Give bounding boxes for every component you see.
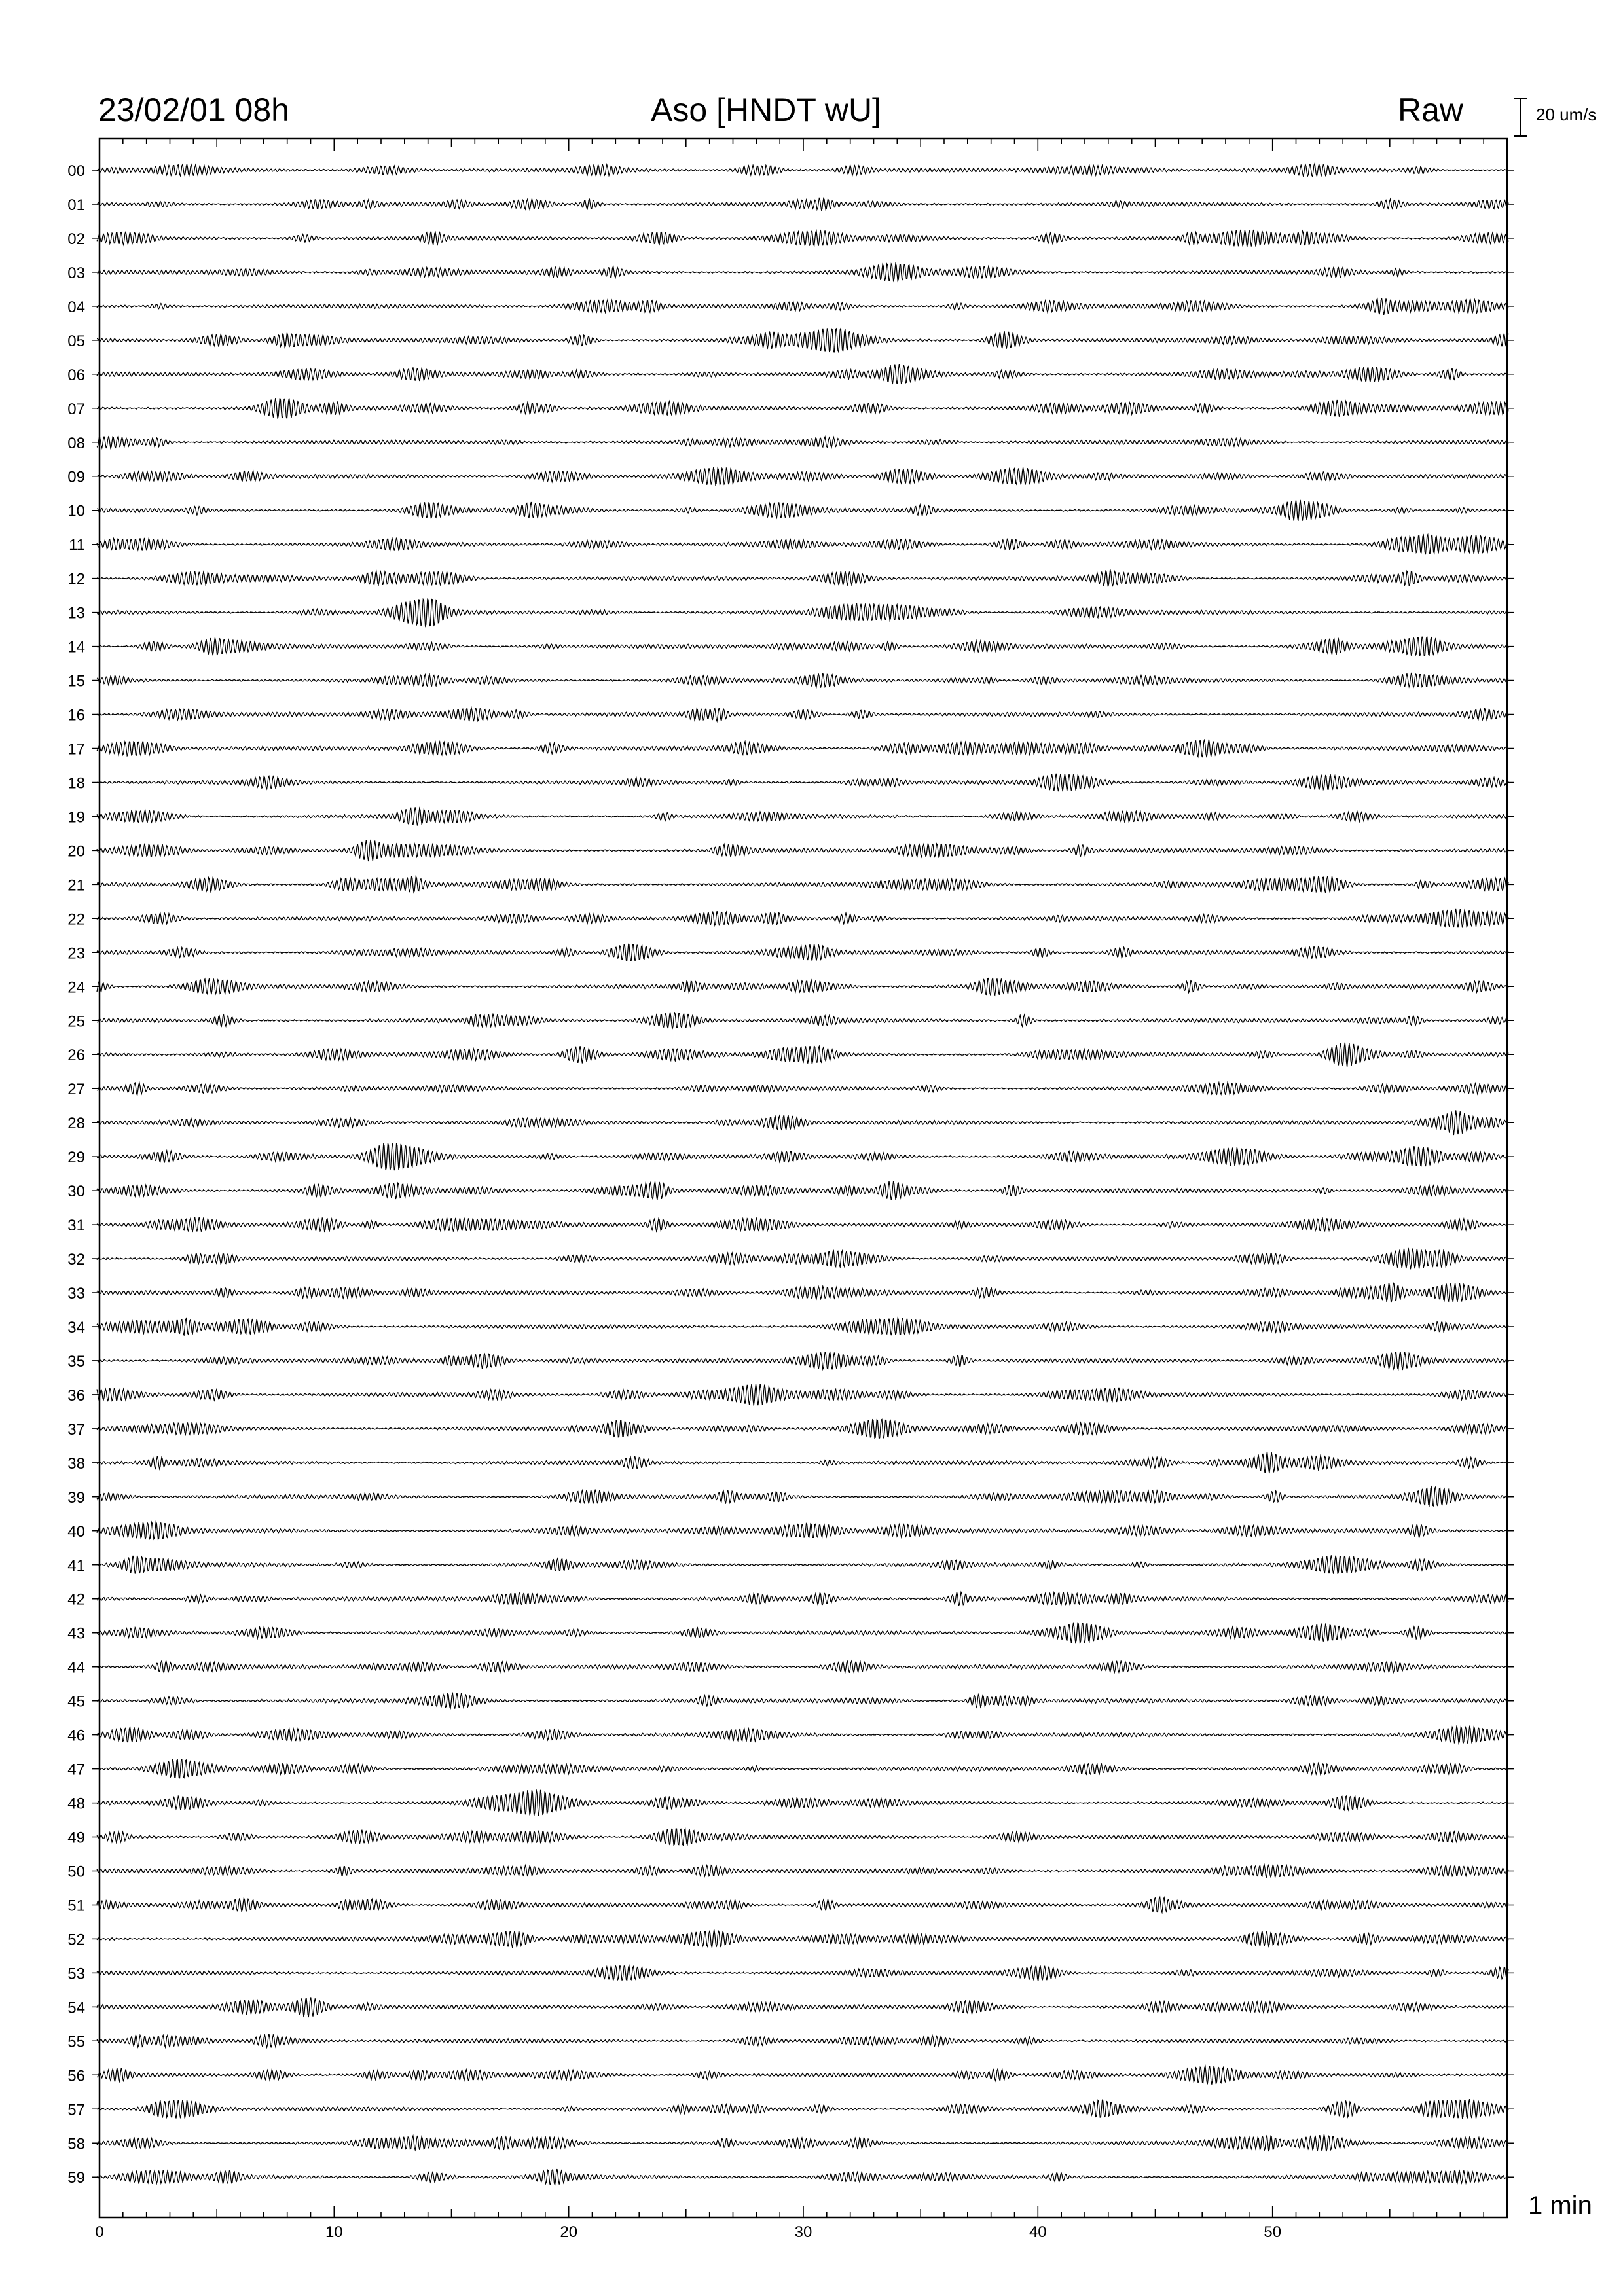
trace-line bbox=[97, 1012, 1508, 1029]
row-label: 03 bbox=[67, 264, 85, 282]
row-label: 31 bbox=[67, 1217, 85, 1235]
trace-line bbox=[97, 569, 1508, 586]
traces bbox=[92, 164, 1514, 2185]
trace-line bbox=[97, 437, 1508, 448]
trace-line bbox=[97, 2134, 1508, 2151]
row-label: 13 bbox=[67, 604, 85, 622]
row-label: 48 bbox=[67, 1795, 85, 1813]
row-label: 25 bbox=[67, 1013, 85, 1031]
row-label: 50 bbox=[67, 1863, 85, 1881]
x-tick-label: 50 bbox=[1264, 2223, 1282, 2241]
trace-line bbox=[97, 599, 1508, 626]
row-label: 53 bbox=[67, 1965, 85, 1983]
row-label: 38 bbox=[67, 1454, 85, 1473]
trace-line bbox=[97, 1217, 1508, 1232]
trace-line bbox=[97, 944, 1508, 961]
trace-line bbox=[97, 637, 1508, 656]
row-label: 43 bbox=[67, 1624, 85, 1643]
row-label: 44 bbox=[67, 1659, 85, 1677]
trace-line bbox=[97, 1693, 1508, 1708]
mode-label: Raw bbox=[1398, 92, 1464, 128]
trace-line bbox=[97, 164, 1508, 177]
row-label: 19 bbox=[67, 808, 85, 827]
row-label: 06 bbox=[67, 366, 85, 384]
trace-line bbox=[97, 264, 1508, 281]
row-label: 28 bbox=[67, 1115, 85, 1133]
trace-line bbox=[97, 1829, 1508, 1845]
row-label: 24 bbox=[67, 978, 85, 997]
row-label: 04 bbox=[67, 298, 85, 316]
row-label: 59 bbox=[67, 2169, 85, 2187]
row-label: 41 bbox=[67, 1556, 85, 1575]
trace-line bbox=[97, 500, 1508, 521]
row-label: 29 bbox=[67, 1149, 85, 1167]
row-label: 55 bbox=[67, 2033, 85, 2051]
row-label: 39 bbox=[67, 1488, 85, 1507]
row-label: 26 bbox=[67, 1047, 85, 1065]
row-label: 22 bbox=[67, 910, 85, 929]
amplitude-scale-bar bbox=[1514, 98, 1527, 136]
station-title: Aso [HNDT wU] bbox=[651, 92, 881, 128]
row-label: 40 bbox=[67, 1522, 85, 1541]
trace-line bbox=[97, 1897, 1508, 1913]
trace-line bbox=[97, 2066, 1508, 2085]
trace-line bbox=[97, 1522, 1508, 1539]
trace-line bbox=[97, 1759, 1508, 1778]
trace-line bbox=[97, 876, 1508, 893]
trace-line bbox=[97, 1111, 1508, 1136]
x-tick-label: 40 bbox=[1029, 2223, 1047, 2241]
row-label: 21 bbox=[67, 876, 85, 895]
row-label: 56 bbox=[67, 2067, 85, 2085]
x-tick-label: 20 bbox=[560, 2223, 578, 2241]
trace-line bbox=[97, 807, 1508, 825]
row-label: 15 bbox=[67, 672, 85, 691]
trace-line bbox=[97, 1592, 1508, 1606]
row-label: 00 bbox=[67, 162, 85, 180]
trace-line bbox=[97, 1352, 1508, 1370]
row-label: 54 bbox=[67, 1999, 85, 2017]
row-label: 08 bbox=[67, 434, 85, 452]
trace-line bbox=[97, 1865, 1508, 1878]
trace-line bbox=[97, 1384, 1508, 1405]
trace-line bbox=[97, 1965, 1508, 1981]
trace-line bbox=[97, 298, 1508, 315]
trace-line bbox=[97, 1789, 1508, 1816]
trace-line bbox=[97, 740, 1508, 758]
row-label: 52 bbox=[67, 1931, 85, 1949]
row-label: 49 bbox=[67, 1829, 85, 1847]
row-label: 27 bbox=[67, 1081, 85, 1099]
row-label: 51 bbox=[67, 1897, 85, 1915]
row-label: 32 bbox=[67, 1251, 85, 1268]
trace-line bbox=[97, 1998, 1508, 2017]
trace-line bbox=[97, 978, 1508, 996]
trace-line bbox=[97, 364, 1508, 384]
trace-line bbox=[97, 774, 1508, 791]
trace-line bbox=[97, 1420, 1508, 1439]
row-label: 30 bbox=[67, 1183, 85, 1201]
trace-line bbox=[97, 1487, 1508, 1506]
x-tick-label: 10 bbox=[325, 2223, 343, 2241]
row-label: 58 bbox=[67, 2135, 85, 2153]
trace-line bbox=[97, 1318, 1508, 1335]
trace-line bbox=[97, 1043, 1508, 1067]
trace-line bbox=[97, 909, 1508, 928]
x-tick-label: 0 bbox=[95, 2223, 104, 2241]
trace-line bbox=[97, 840, 1508, 861]
row-label: 12 bbox=[67, 570, 85, 588]
trace-line bbox=[97, 708, 1508, 721]
row-label: 14 bbox=[67, 638, 85, 656]
trace-line bbox=[97, 1248, 1508, 1270]
trace-line bbox=[97, 398, 1508, 419]
x-unit-label: 1 min bbox=[1528, 2191, 1592, 2220]
row-label: 47 bbox=[67, 1761, 85, 1779]
trace-line bbox=[97, 1181, 1508, 1200]
trace-line bbox=[97, 1929, 1508, 1948]
row-label: 34 bbox=[67, 1319, 85, 1336]
row-label: 10 bbox=[67, 502, 85, 520]
row-label: 33 bbox=[67, 1285, 85, 1302]
amplitude-scale-label: 20 um/s bbox=[1536, 105, 1597, 124]
row-label: 11 bbox=[69, 536, 85, 554]
row-label: 18 bbox=[67, 774, 85, 793]
row-label: 01 bbox=[67, 196, 85, 214]
row-label: 37 bbox=[67, 1420, 85, 1439]
trace-line bbox=[97, 198, 1508, 210]
row-label: 42 bbox=[67, 1590, 85, 1609]
trace-line bbox=[97, 1660, 1508, 1673]
trace-line bbox=[97, 673, 1508, 688]
row-label: 23 bbox=[67, 944, 85, 963]
trace-line bbox=[97, 1283, 1508, 1302]
row-label: 46 bbox=[67, 1727, 85, 1745]
x-tick-label: 30 bbox=[794, 2223, 812, 2241]
row-label: 36 bbox=[67, 1386, 85, 1405]
row-label: 17 bbox=[67, 740, 85, 759]
row-label: 35 bbox=[67, 1352, 85, 1371]
trace-line bbox=[97, 1623, 1508, 1644]
date-hour-label: 23/02/01 08h bbox=[98, 92, 289, 128]
trace-line bbox=[97, 535, 1508, 554]
row-label: 57 bbox=[67, 2101, 85, 2119]
row-label: 20 bbox=[67, 842, 85, 861]
row-label: 07 bbox=[67, 400, 85, 418]
row-label: 02 bbox=[67, 230, 85, 248]
trace-line bbox=[97, 1555, 1508, 1574]
trace-line bbox=[97, 467, 1508, 484]
row-label: 09 bbox=[67, 468, 85, 486]
trace-line bbox=[97, 2169, 1508, 2185]
trace-line bbox=[97, 2099, 1508, 2118]
trace-line bbox=[97, 1727, 1508, 1744]
trace-line bbox=[97, 1083, 1508, 1096]
row-label: 05 bbox=[67, 332, 85, 350]
row-labels bbox=[67, 162, 85, 2187]
trace-line bbox=[97, 328, 1508, 352]
trace-line bbox=[97, 1452, 1508, 1473]
trace-line bbox=[97, 2034, 1508, 2047]
row-label: 16 bbox=[67, 706, 85, 725]
trace-line bbox=[97, 1143, 1508, 1170]
x-tick-labels bbox=[95, 2223, 1281, 2241]
row-label: 45 bbox=[67, 1693, 85, 1711]
trace-line bbox=[97, 230, 1508, 247]
